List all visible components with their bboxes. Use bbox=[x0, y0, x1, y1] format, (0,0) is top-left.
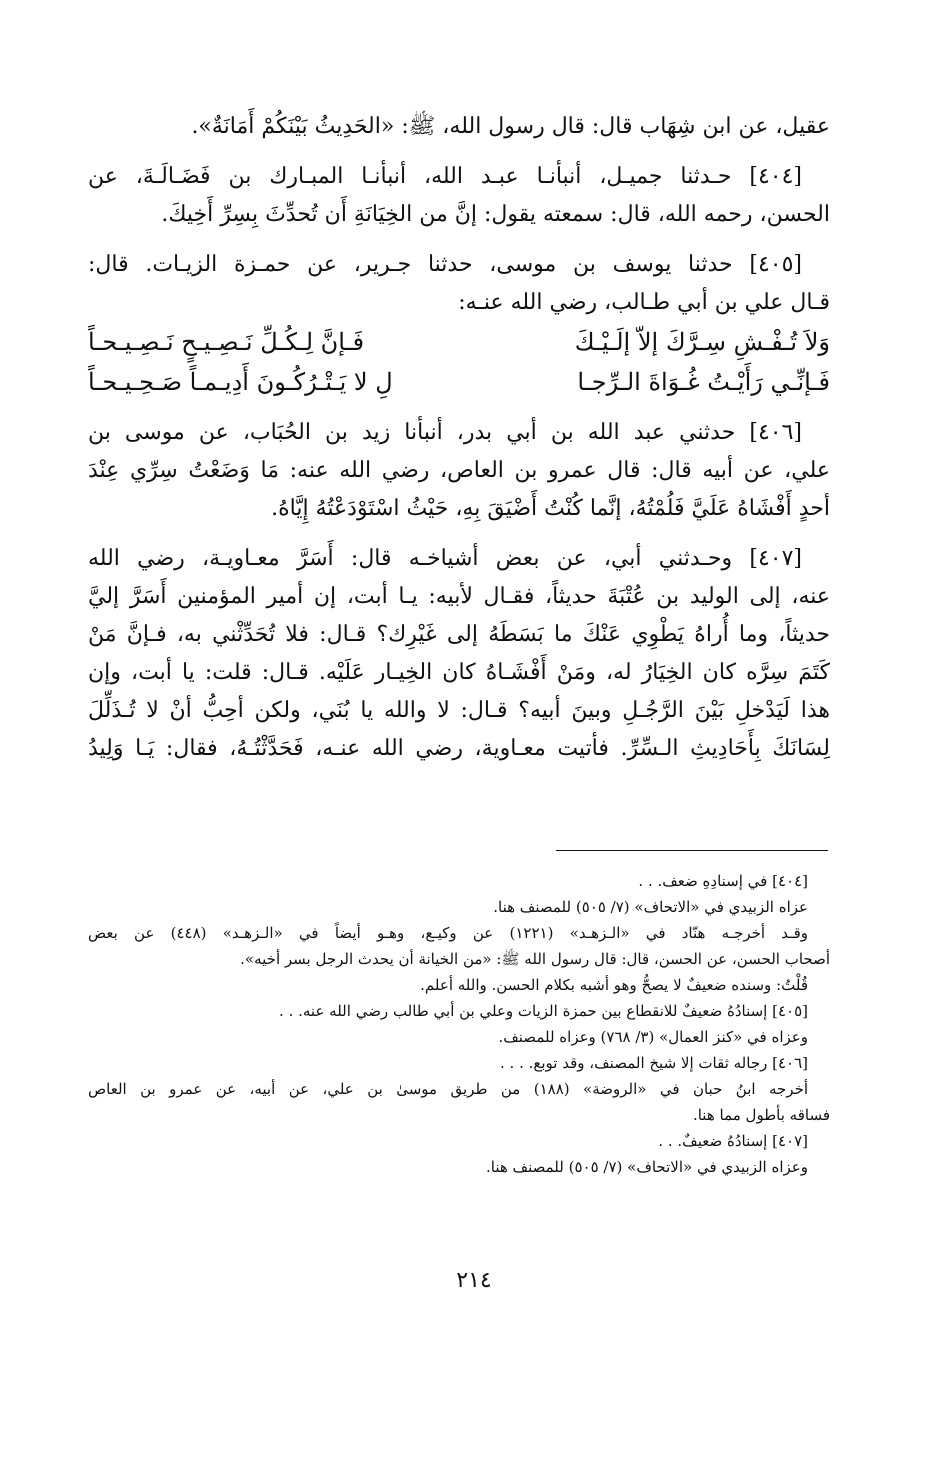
footnotes bbox=[88, 868, 830, 1180]
text-line: عقيل، عن ابن شِهَاب قال: قال رسول الله، ﷺ: «الحَدِيثُ بَيْنَكُمْ أَمَانَةٌ». bbox=[191, 114, 830, 139]
footnote-divider bbox=[556, 850, 828, 851]
footnote-line: عزاه الزبيدي في «الاتحاف» (٧/ ٥٠٥) للمصنف هنا. bbox=[493, 898, 808, 916]
verse-second-hemistich: فَـإنَّ لِـكُـلِّ نَـصِـيـحٍ نَـصِـيـحـاً bbox=[88, 328, 365, 356]
footnote-line: وعزاه الزبيدي في «الاتحاف» (٧/ ٥٠٥) للمصنف هنا. bbox=[486, 1158, 808, 1176]
paragraph-gap bbox=[88, 528, 830, 540]
text-line: أحدٍ أَفْشَاهُ عَلَيَّ فَلُمْتُهُ، إنَّما كُنْتُ أَضْيَقَ بِهِ، حَيْثُ اسْتَوْدَعْتُهُ إِيَّاهُ. bbox=[271, 496, 830, 521]
verse-first-hemistich: فَـإنِّـي رَأَيْـتُ غُـوَاةَ الـرِّجـا bbox=[577, 368, 830, 396]
footnote-line: أخرجه ابنُ حبان في «الروضة» (١٨٨) من طريق موسىٰ بن علي، عن أبيه، عن عمرو بن العاص bbox=[88, 1080, 809, 1098]
footnote-line: قُلْتُ: وسنده ضعيفٌ لا يصحُّ وهو أشبه بكلام الحسن. والله أعلم. bbox=[420, 976, 808, 994]
text-line: [٤٠٤] حـدثنا جميـل، أنبأنـا عبـد الله، أنبأنـا المبـارك بن فَضَـالَـةَ، عن bbox=[88, 164, 802, 189]
text-line: هذا لَيَدْخلِ بَيْنَ الرَّجُـلِ وبينَ أبيه؟ قـال: لا والله يا بُنَي، ولكن أحِبُّ أنْ لا تُـذَلِّلَ bbox=[88, 698, 830, 723]
footnote-line: أصحاب الحسن، عن الحسن، قال: قال رسول الله ﷺ: «من الخيانة أن يحدث الرجل بسر أخيه». bbox=[240, 950, 830, 968]
text-line: حديثاً، وما أُراهُ يَطْوِي عَنْكَ ما بَسَطَهُ إلى غَيْرِك؟ قـال: فلا تُحَدِّثْني به، فـإنَّ مَنْ bbox=[88, 622, 830, 647]
footnote-line: وعزاه في «كنز العمال» (٣/ ٧٦٨) وعزاه للمصنف. bbox=[498, 1028, 808, 1046]
text-line: [٤٠٦] حدثني عبد الله بن أبي بدر، أنبأنا زيد بن الحُبَاب، عن موسى بن bbox=[88, 420, 803, 445]
paragraph-gap bbox=[88, 234, 830, 246]
footnote-line: [٤٠٧] إسنادُهُ ضعيفٌ. . . bbox=[658, 1132, 808, 1150]
text-line: كَتَمَ سِرَّه كان الخِيَارُ له، ومَنْ أَفْشَـاهُ كان الخِيـار عَلَيْه. قـال: قلت: يا أبت، وإن bbox=[88, 660, 830, 685]
verse-first-hemistich: وَلاَ تُـفْـشِ سِـرَّكَ إلاّ إلَـيْـكَ bbox=[574, 328, 830, 356]
text-line: قـال علي بن أبي طـالب، رضي الله عنـه: bbox=[458, 290, 830, 315]
text-line: لِسَانَكَ بِأَحَادِيثِ الـسِّرِّ. فأتيت معـاوية، رضي الله عنـه، فَحَدَّثْتُـهُ، فقال: يَـا وَلِيدُ bbox=[88, 736, 830, 761]
paragraph-gap bbox=[88, 146, 830, 158]
footnote-line: وقـد أخرجـه هنّاد في «الـزهـد» (١٢٢١) عن وكيـع، وهـو أيضاً في «الـزهـد» (٤٤٨) عن بعض bbox=[88, 924, 808, 942]
text-line: الحسن، رحمه الله، قال: سمعته يقول: إنَّ من الخِيَانَةِ أَن تُحدِّثَ بِسِرِّ أَخِيكَ. bbox=[161, 202, 830, 227]
footnote-line: [٤٠٤] في إسنادِهِ ضعف. . . bbox=[638, 872, 808, 890]
main-text bbox=[88, 108, 830, 768]
verse-second-hemistich: لِ لا يَـتْـرُكُـونَ أَدِيـمـاً صَـحِـيـحـاً bbox=[88, 368, 393, 396]
footnote-line: [٤٠٥] إسنادُهُ ضعيفٌ للانقطاع بين حمزة الزيات وعلي بن أبي طالب رضي الله عنه. . . bbox=[279, 1002, 808, 1020]
footnote-line: [٤٠٦] رجاله ثقات إلا شيخ المصنف، وقد توبع. . . . bbox=[500, 1054, 808, 1072]
page-number: ٢١٤ bbox=[456, 1268, 492, 1293]
text-line: علي، عن أبيه قال: قال عمرو بن العاص، رضي الله عنه: مَا وَضَعْتُ سِرِّي عِنْدَ bbox=[88, 458, 830, 483]
poem-verse bbox=[88, 322, 830, 362]
poem-verse bbox=[88, 362, 830, 402]
text-line: [٤٠٧] وحـدثني أبي، عن بعض أشياخـه قال: أَسَرَّ معـاويـة، رضي الله bbox=[88, 546, 802, 571]
poem bbox=[88, 322, 830, 402]
footnote-line: فساقه بأطول مما هنا. bbox=[692, 1106, 830, 1124]
text-line: [٤٠٥] حدثنا يوسف بن موسى، حدثنا جـرير، عن حمـزة الزيـات. قال: bbox=[88, 252, 802, 277]
paragraph-gap bbox=[88, 402, 830, 414]
text-line: عنه، إلى الوليد بن عُتْبَةَ حديثاً، فقـال لأبيه: يـا أبت، إن أمير المؤمنين أَسَرَّ إليَّ bbox=[88, 584, 830, 609]
